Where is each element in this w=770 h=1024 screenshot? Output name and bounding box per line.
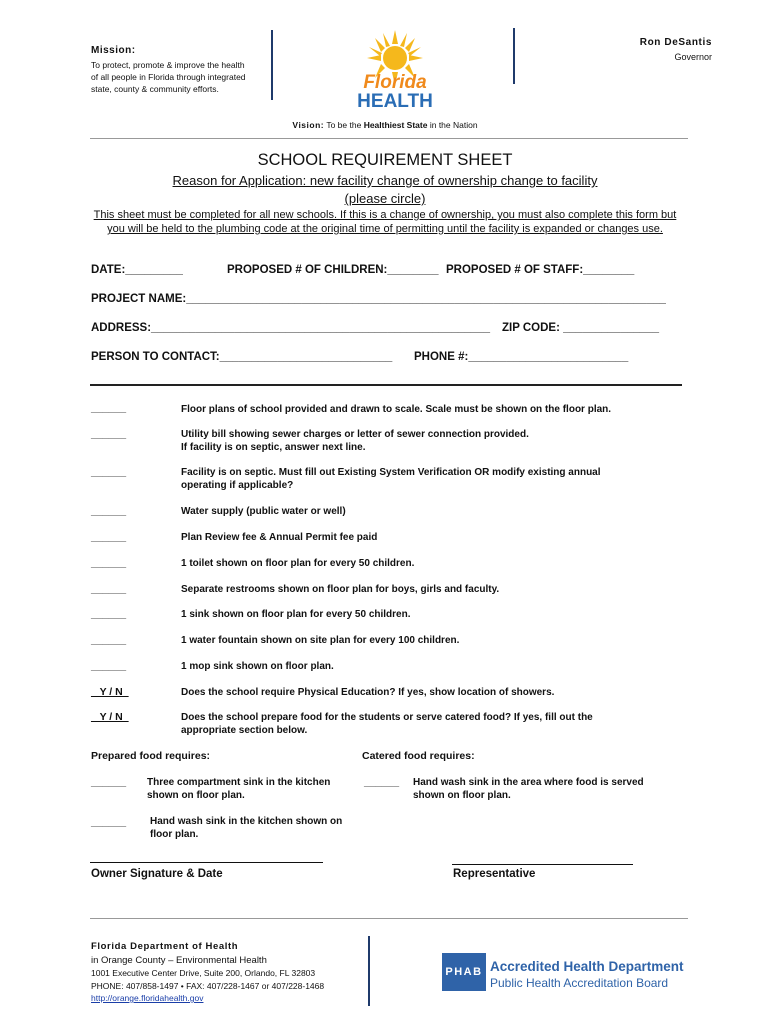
prepared-food-blank[interactable]: ______ (91, 816, 127, 828)
checklist-item-mop-sink: 1 mop sink shown on floor plan. (181, 661, 334, 672)
please-circle-note: (please circle) (344, 191, 426, 206)
checklist-blank[interactable]: ______ (91, 505, 127, 517)
accreditation-board-text: Public Health Accreditation Board (490, 976, 669, 990)
checklist-blank[interactable]: ______ (91, 583, 127, 595)
vision-statement: Vision: To be the Healthiest State in the Nation (292, 120, 478, 130)
header-divider-left (271, 30, 273, 100)
catered-food-item-hand-wash-sink: Hand wash sink in the area where food is served shown on floor plan. (413, 777, 644, 801)
checklist-item-physical-education: Does the school require Physical Education? If yes, show location of showers. (181, 687, 555, 698)
checklist-item-water-fountain: 1 water fountain shown on site plan for every 100 children. (181, 635, 460, 646)
checklist-item-septic: Facility is on septic. Must fill out Existing System Verification OR modify existing annual operating if applicable? (181, 467, 601, 491)
governor-name: Ron DeSantis (639, 37, 712, 48)
phab-badge: PHAB (442, 953, 486, 991)
reason-for-application: Reason for Application: new facility change of ownership change to facility (172, 173, 598, 188)
owner-signature-label: Owner Signature & Date (91, 868, 223, 880)
proposed-staff-field[interactable]: PROPOSED # OF STAFF:________ (446, 264, 635, 276)
footer-divider (368, 936, 370, 1006)
checklist-item-food: Does the school prepare food for the students or serve catered food? If yes, fill out the appropriate section below. (181, 712, 593, 736)
project-name-field[interactable]: PROJECT NAME:___________________________________________________________________________ (91, 293, 666, 305)
governor-title: Governor (674, 52, 712, 62)
representative-label: Representative (453, 868, 536, 880)
checklist-item-toilets: 1 toilet shown on floor plan for every 50 children. (181, 558, 415, 569)
zip-code-field[interactable]: ZIP CODE: _______________ (502, 322, 660, 334)
owner-signature-line[interactable] (90, 862, 323, 863)
mission-title: Mission: (91, 45, 136, 56)
prepared-food-blank[interactable]: ______ (91, 776, 127, 788)
prepared-food-item-hand-wash-sink: Hand wash sink in the kitchen shown on floor plan. (150, 816, 343, 840)
phone-field[interactable]: PHONE #:_________________________ (414, 351, 629, 363)
florida-health-logo (352, 28, 438, 112)
checklist-item-fees: Plan Review fee & Annual Permit fee paid (181, 532, 378, 543)
footer-county: in Orange County – Environmental Health (91, 955, 267, 966)
catered-food-blank[interactable]: ______ (364, 776, 400, 788)
address-field[interactable]: ADDRESS:_____________________________________________________ (91, 322, 491, 334)
checklist-blank[interactable]: ______ (91, 557, 127, 569)
date-field[interactable]: DATE:_________ (91, 264, 183, 276)
mission-text: To protect, promote & improve the health of all people in Florida through integrated state, county & community efforts. (91, 60, 246, 94)
header-divider-right (513, 28, 515, 84)
checklist-item-sinks: 1 sink shown on floor plan for every 50 children. (181, 609, 411, 620)
page-title: SCHOOL REQUIREMENT SHEET (257, 151, 513, 169)
checklist-blank[interactable]: ______ (91, 428, 127, 440)
accredited-health-dept-text: Accredited Health Department (490, 959, 684, 974)
checklist-blank[interactable]: ______ (91, 660, 127, 672)
footer-rule (90, 918, 688, 919)
checklist-blank[interactable]: ______ (91, 531, 127, 543)
prepared-food-title: Prepared food requires: (91, 750, 211, 762)
checklist-blank[interactable]: ______ (91, 466, 127, 478)
checklist-blank[interactable]: ______ (91, 402, 127, 414)
footer-website-link[interactable]: http://orange.floridahealth.gov (91, 993, 204, 1003)
proposed-children-field[interactable]: PROPOSED # OF CHILDREN:________ (227, 264, 439, 276)
instructions-text: This sheet must be completed for all new schools. If this is a change of ownership, you must also complete this form but you will be held to the plumbing code at the original time of permitting until the facility is expanded or changes use. (93, 209, 677, 235)
yes-no-blank[interactable]: _ Y / N_ (91, 711, 129, 723)
yes-no-blank[interactable]: _ Y / N_ (91, 686, 129, 698)
prepared-food-item-compartment-sink: Three compartment sink in the kitchen shown on floor plan. (147, 777, 331, 801)
logo-health-text: HEALTH (357, 91, 433, 112)
catered-food-title: Catered food requires: (362, 750, 475, 762)
checklist-item-water-supply: Water supply (public water or well) (181, 506, 346, 517)
header-rule (90, 138, 688, 139)
checklist-item-utility-bill: Utility bill showing sewer charges or letter of sewer connection provided. If facility is on septic, answer next line. (181, 429, 529, 453)
footer-address: 1001 Executive Center Drive, Suite 200, Orlando, FL 32803 (91, 968, 316, 978)
representative-signature-line[interactable] (452, 864, 633, 865)
checklist-blank[interactable]: ______ (91, 608, 127, 620)
person-to-contact-field[interactable]: PERSON TO CONTACT:___________________________ (91, 351, 393, 363)
checklist-blank[interactable]: ______ (91, 634, 127, 646)
checklist-item-restrooms: Separate restrooms shown on floor plan for boys, girls and faculty. (181, 584, 500, 595)
checklist-item-floor-plans: Floor plans of school provided and drawn to scale. Scale must be shown on the floor plan. (181, 404, 612, 415)
logo-florida-text: Florida (363, 72, 427, 93)
section-rule (90, 384, 682, 386)
footer-dept-name: Florida Department of Health (91, 941, 239, 952)
footer-phone-fax: PHONE: 407/858-1497 • FAX: 407/228-1467 or 407/228-1468 (91, 981, 325, 991)
